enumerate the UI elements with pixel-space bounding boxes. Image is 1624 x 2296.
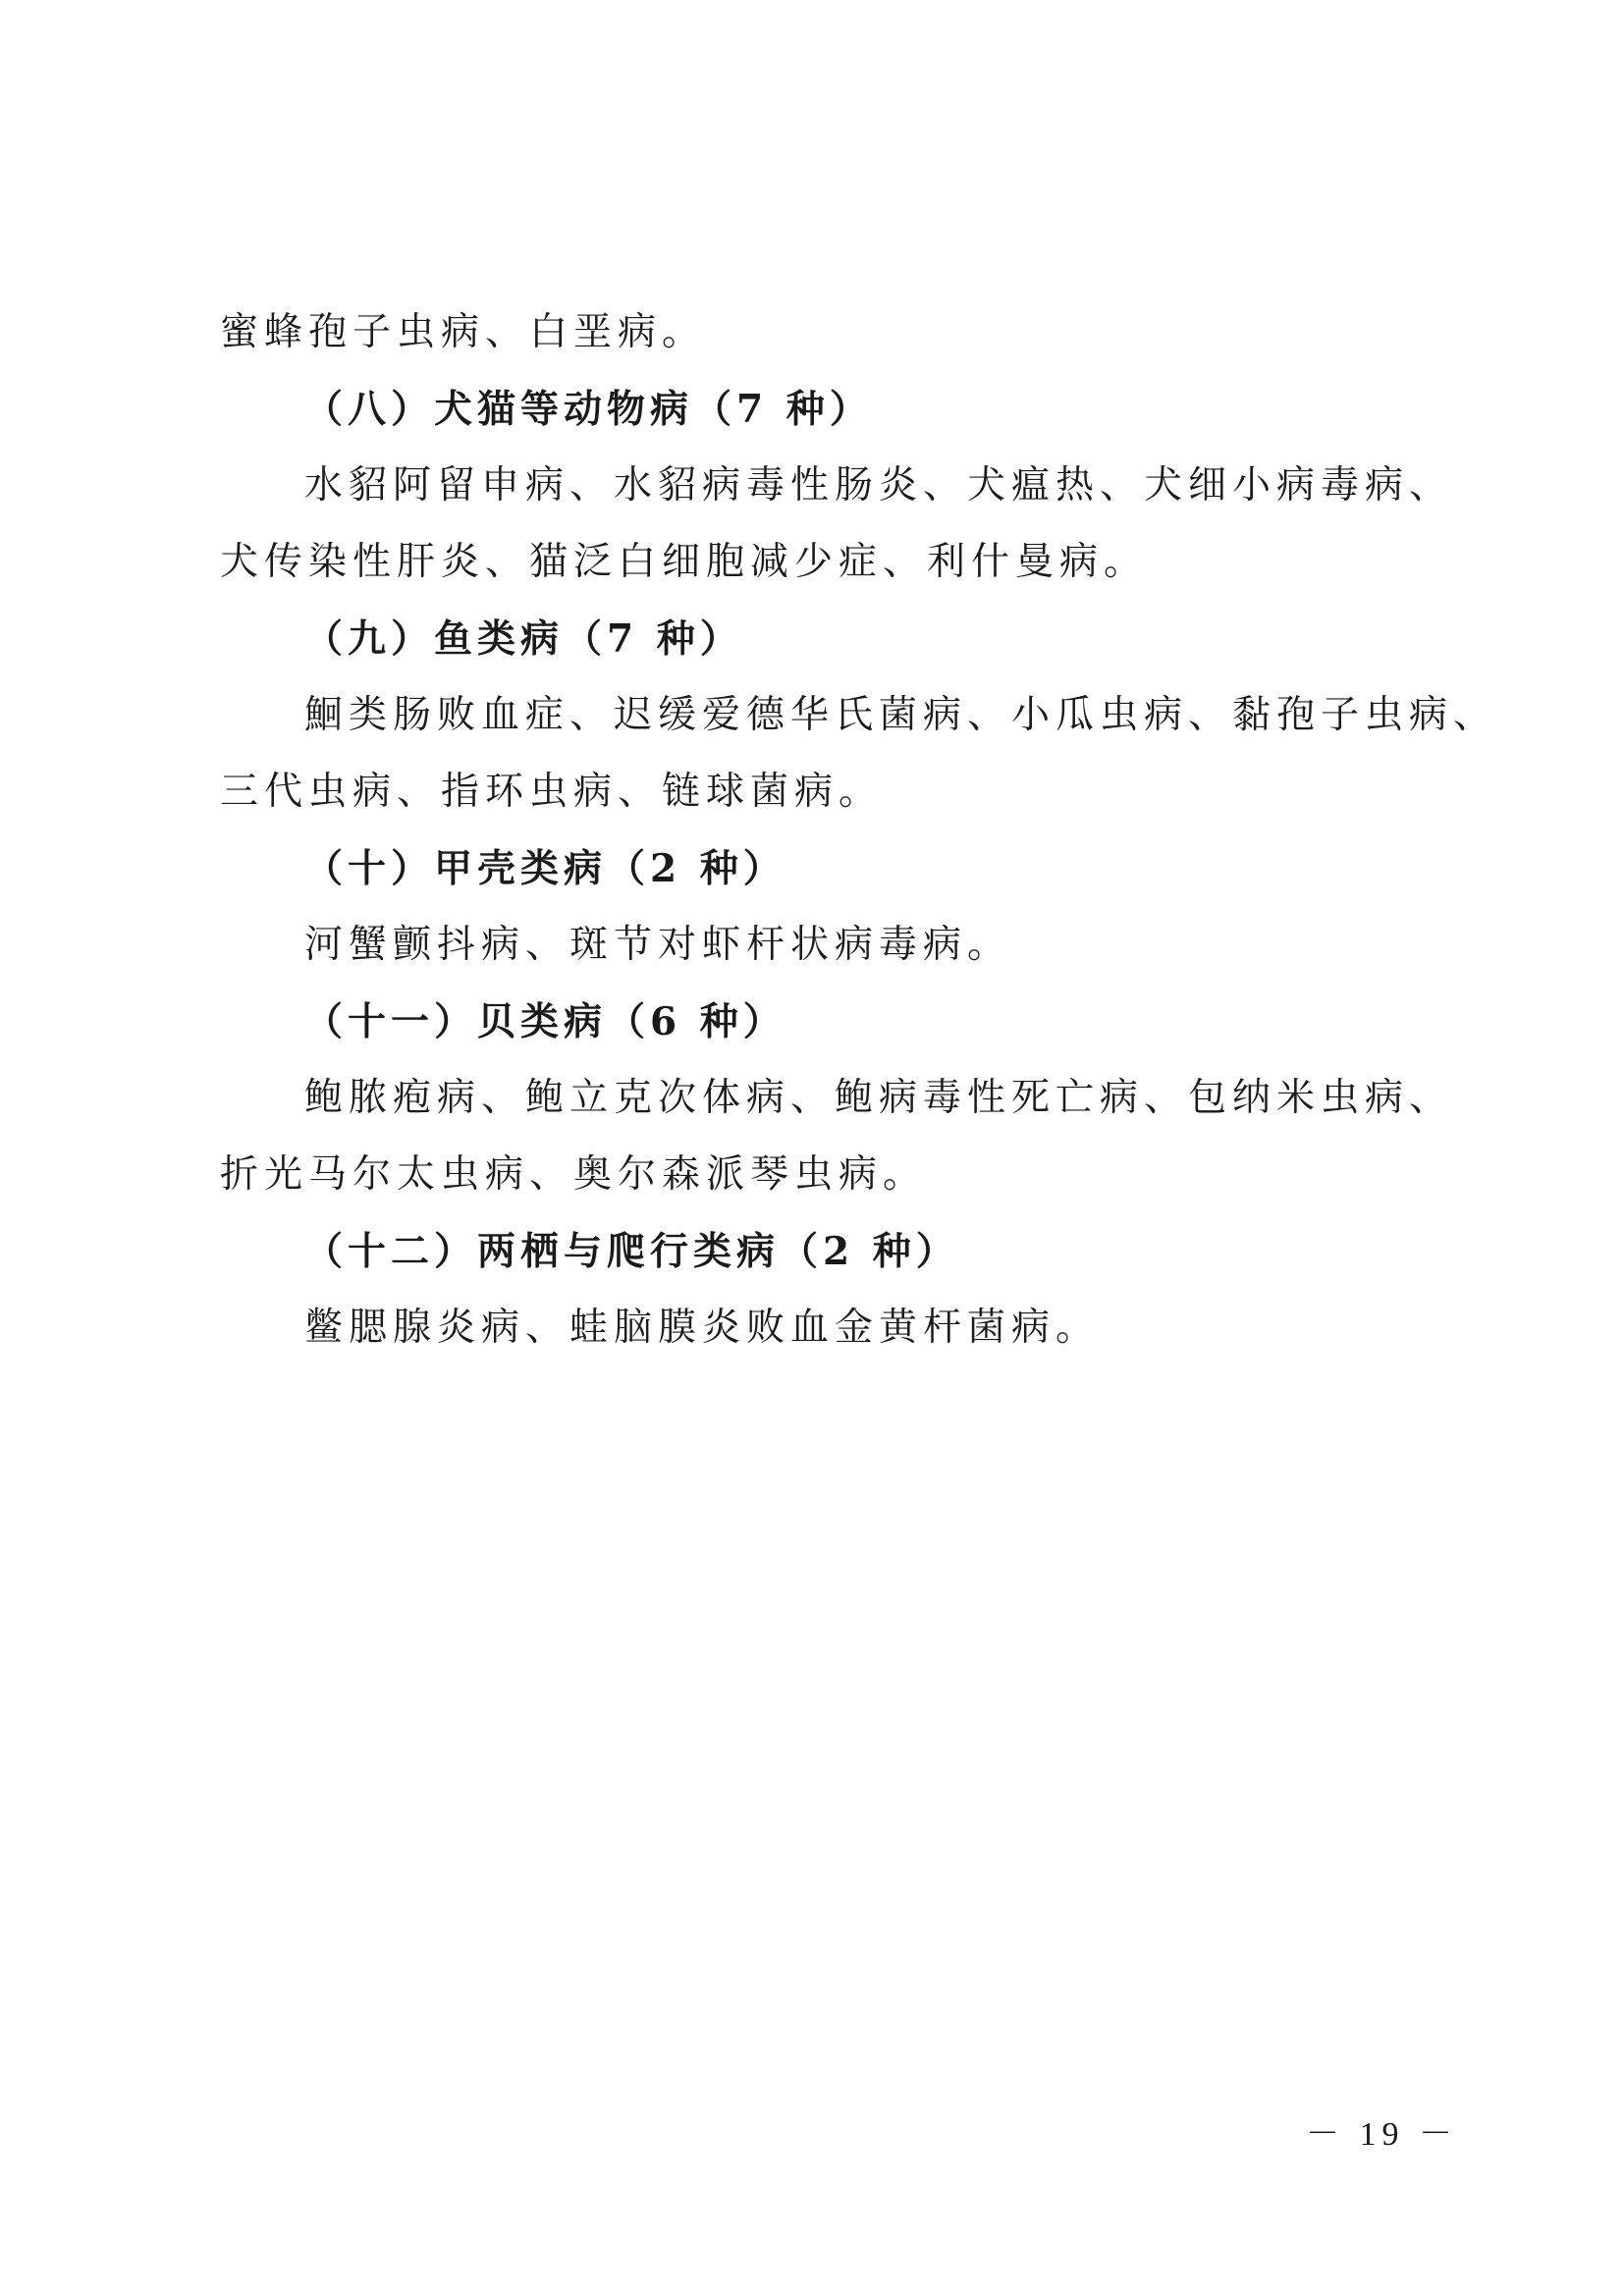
paragraph-line: 鮰类肠败血症、迟缓爱德华氏菌病、小瓜虫病、黏孢子虫病、 (304, 693, 1498, 737)
section-heading-11: （十一）贝类病（6 种） (304, 999, 786, 1044)
paragraph-line: 折光马尔太虫病、奥尔森派琴虫病。 (220, 1152, 928, 1197)
page-number: － 19 － (1306, 2116, 1458, 2153)
section-heading-9: （九）鱼类病（7 种） (304, 616, 743, 662)
paragraph-line: 鳖腮腺炎病、蛙脑膜炎败血金黄杆菌病。 (304, 1306, 1101, 1350)
paragraph-line: 水貂阿留申病、水貂病毒性肠炎、犬瘟热、犬细小病毒病、 (304, 463, 1454, 507)
paragraph-line: 鲍脓疱病、鲍立克次体病、鲍病毒性死亡病、包纳米虫病、 (304, 1076, 1454, 1120)
paragraph-line: 三代虫病、指环虫病、链球菌病。 (220, 770, 884, 814)
paragraph-line: 河蟹颤抖病、斑节对虾杆状病毒病。 (304, 923, 1012, 967)
paragraph-line: 犬传染性肝炎、猫泛白细胞减少症、利什曼病。 (220, 540, 1149, 584)
section-heading-8: （八）犬猫等动物病（7 种） (304, 387, 873, 432)
paragraph-line: 蜜蜂孢子虫病、白垩病。 (220, 310, 707, 354)
section-heading-12: （十二）两栖与爬行类病（2 种） (304, 1229, 959, 1274)
document-body (220, 294, 1498, 1366)
section-heading-10: （十）甲壳类病（2 种） (304, 846, 786, 891)
